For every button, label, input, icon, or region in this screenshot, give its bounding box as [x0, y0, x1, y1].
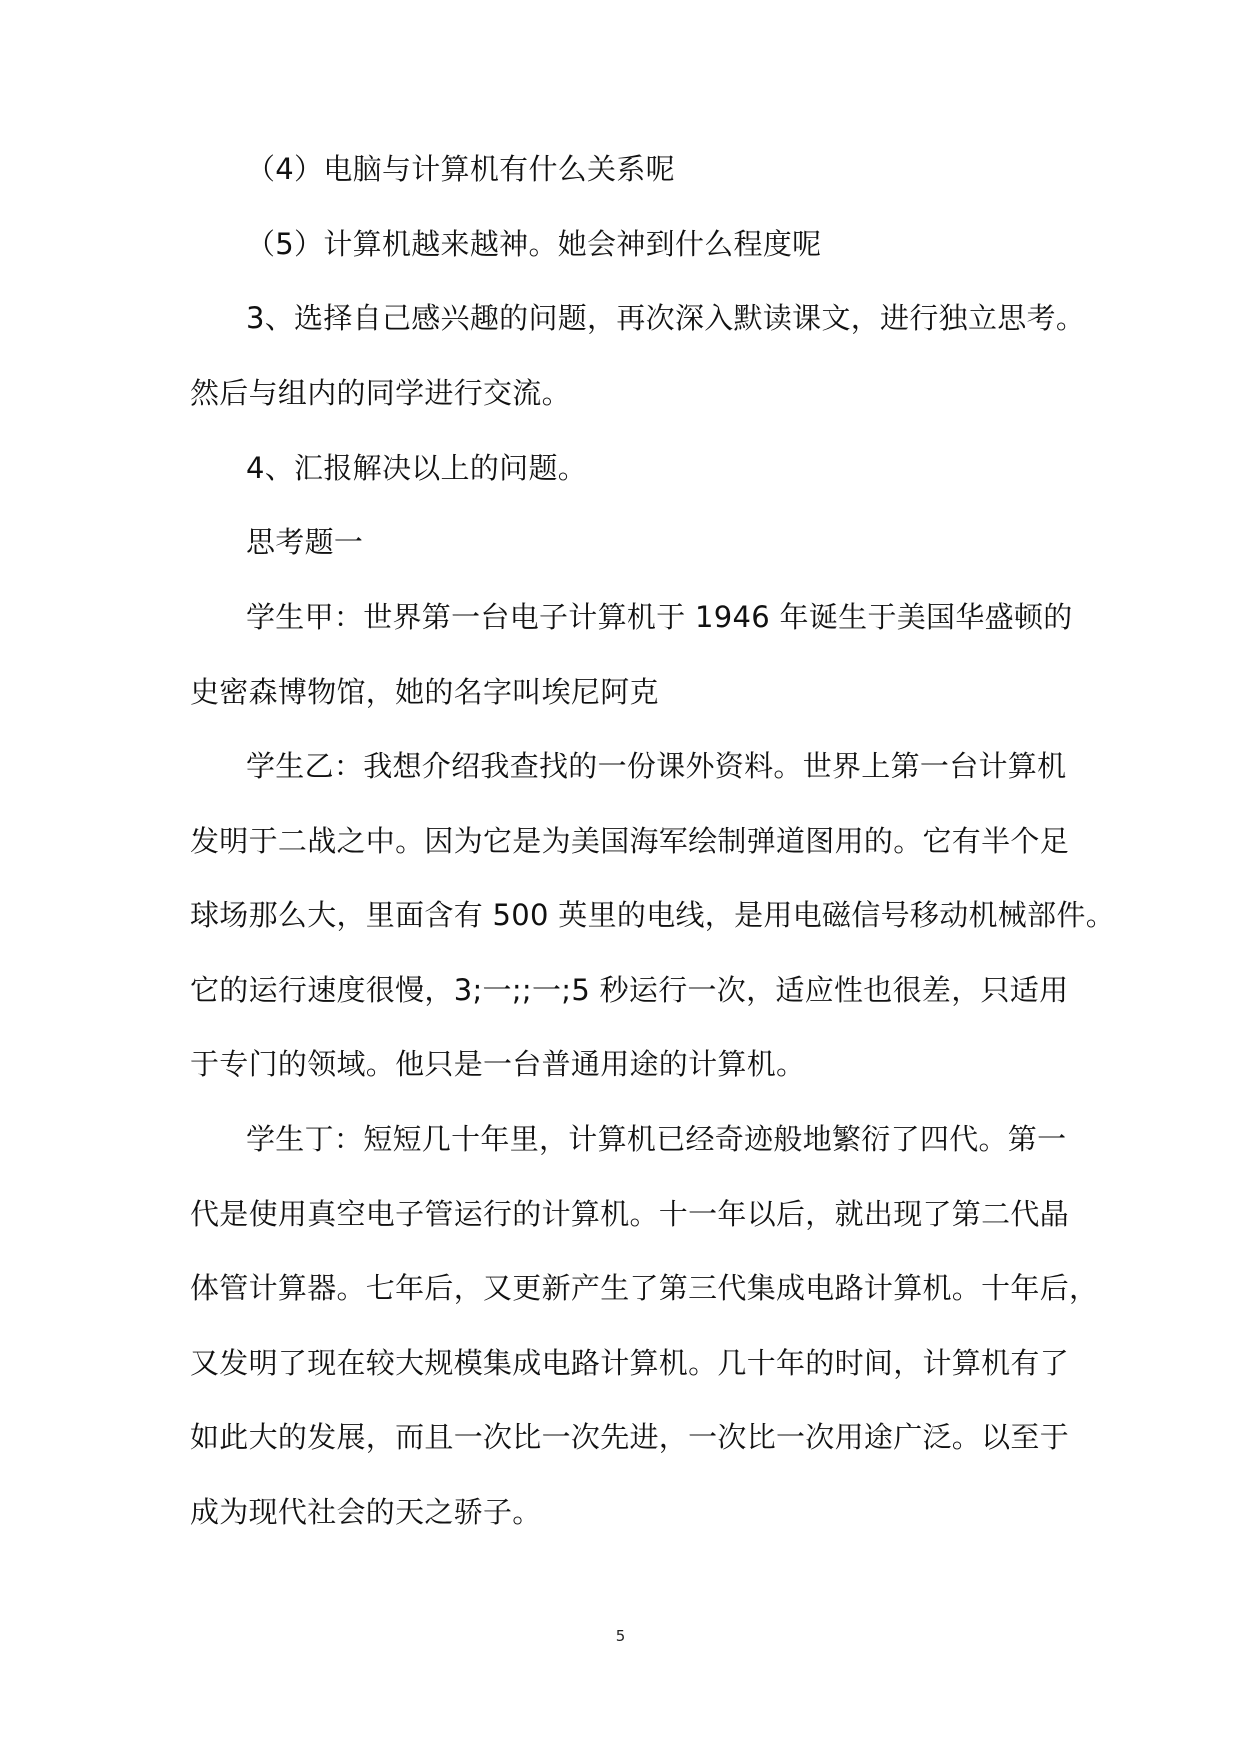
student-b-line-3: 球场那么大，里面含有 500 英里的电线，是用电磁信号移动机械部件。 — [190, 898, 1115, 932]
step-3-line-2: 然后与组内的同学进行交流。 — [190, 376, 571, 410]
question-4-line: （4）电脑与计算机有什么关系呢 — [246, 152, 675, 186]
student-b-line-1: 学生乙：我想介绍我查找的一份课外资料。世界上第一台计算机 — [246, 749, 1067, 783]
student-d-line-4: 又发明了现在较大规模集成电路计算机。几十年的时间，计算机有了 — [190, 1346, 1070, 1380]
question-5-line: （5）计算机越来越神。她会神到什么程度呢 — [246, 227, 822, 261]
step-4-line: 4、汇报解决以上的问题。 — [246, 451, 588, 485]
student-d-line-6: 成为现代社会的天之骄子。 — [190, 1495, 542, 1529]
section-heading-question-1: 思考题一 — [246, 525, 364, 559]
page-number: 5 — [615, 1627, 626, 1645]
student-d-line-2: 代是使用真空电子管运行的计算机。十一年以后，就出现了第二代晶 — [190, 1197, 1070, 1231]
student-b-line-4: 它的运行速度很慢，3;一;;一;5 秒运行一次，适应性也很差，只适用 — [190, 973, 1069, 1007]
student-b-line-5: 于专门的领域。他只是一台普通用途的计算机。 — [190, 1047, 806, 1081]
student-a-line-1: 学生甲：世界第一台电子计算机于 1946 年诞生于美国华盛顿的 — [246, 600, 1073, 634]
student-d-line-5: 如此大的发展，而且一次比一次先进，一次比一次用途广泛。以至于 — [190, 1420, 1070, 1454]
student-d-line-1: 学生丁：短短几十年里，计算机已经奇迹般地繁衍了四代。第一 — [246, 1122, 1067, 1156]
student-d-line-3: 体管计算器。七年后，又更新产生了第三代集成电路计算机。十年后， — [190, 1271, 1099, 1305]
student-a-line-2: 史密森博物馆，她的名字叫埃尼阿克 — [190, 675, 659, 709]
student-b-line-2: 发明于二战之中。因为它是为美国海军绘制弹道图用的。它有半个足 — [190, 824, 1070, 858]
step-3-line-1: 3、选择自己感兴趣的问题，再次深入默读课文，进行独立思考。 — [246, 301, 1086, 335]
